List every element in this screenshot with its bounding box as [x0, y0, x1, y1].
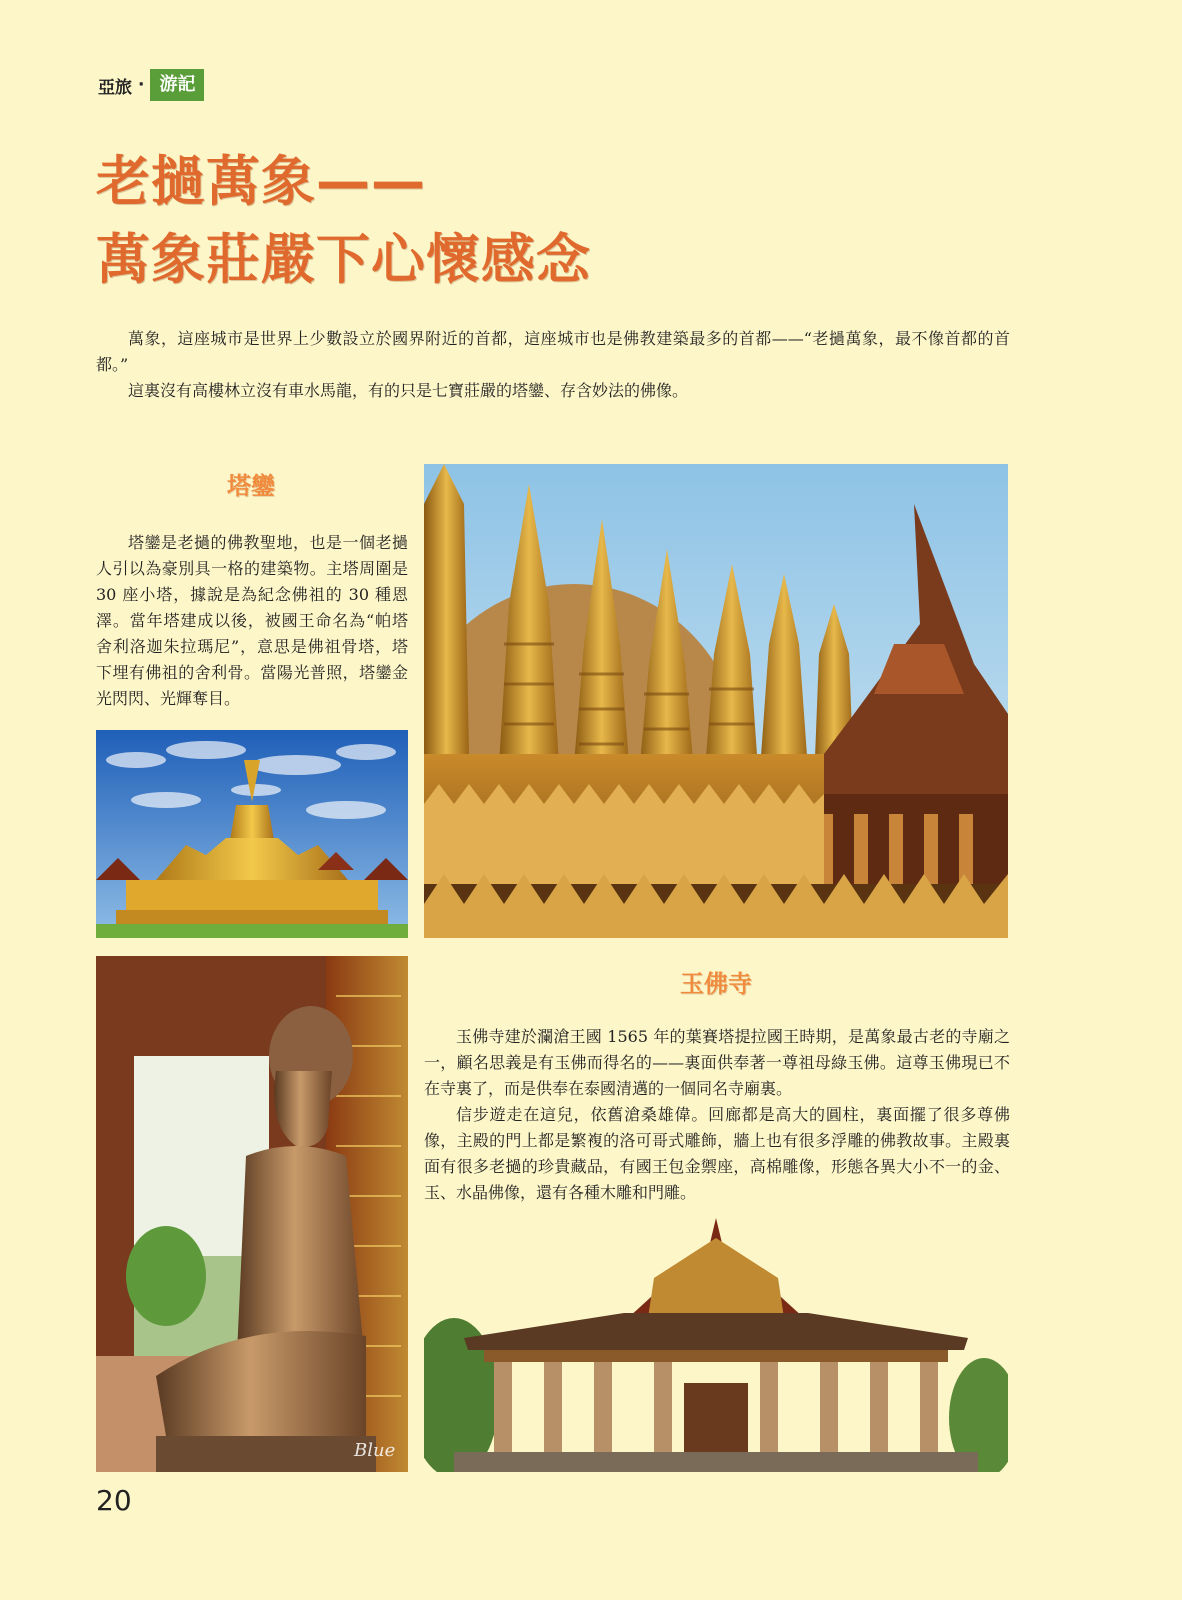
- section-tag: [98, 70, 204, 100]
- tag-separator: ·: [138, 75, 145, 95]
- that-luang-body: [96, 530, 408, 712]
- photo-that-luang-stupa: [96, 730, 408, 938]
- article-title-line-2: 萬象莊嚴下心懷感念: [96, 228, 591, 291]
- intro-paragraph-1: 萬象，這座城市是世界上少數設立於國界附近的首都，這座城市也是佛教建築最多的首都——“老撾萬象，最不像首都的首都。”: [96, 329, 1010, 374]
- photo-jade-buddha-temple: [424, 1218, 1008, 1472]
- intro-paragraph-2: 這裏沒有高樓林立沒有車水馬龍，有的只是七寶莊嚴的塔鑾、存含妙法的佛像。: [128, 381, 689, 400]
- jade-temple-paragraph-1: 玉佛寺建於瀾滄王國 1565 年的葉賽塔提拉國王時期，是萬象最古老的寺廟之一，顧名思義是有玉佛而得名的——裏面供奉著一尊祖母綠玉佛。這尊玉佛現已不在寺裏了，而是供奉在泰國清邁的一個同名寺廟裏。: [424, 1027, 1010, 1098]
- photo-seated-buddha: [96, 956, 408, 1472]
- page-number: 20: [96, 1484, 132, 1517]
- jade-temple-body: [424, 1024, 1010, 1206]
- section-heading-that-luang: 塔鑾: [227, 472, 275, 500]
- that-luang-paragraph: 塔鑾是老撾的佛教聖地，也是一個老撾人引以為豪別具一格的建築物。主塔周圍是 30 座小塔，據說是為紀念佛祖的 30 種恩澤。當年塔建成以後，被國王命名為“帕塔舍利洛迦朱拉瑪尼”，意思是佛祖骨塔，塔下埋有佛祖的舍利骨。當陽光普照，塔鑾金光閃閃、光輝奪目。: [96, 533, 408, 708]
- photo-watermark: Blue: [354, 1440, 396, 1461]
- article-intro: [96, 326, 1010, 404]
- publication-name: 亞旅: [98, 77, 132, 98]
- category-badge: 游記: [150, 69, 204, 101]
- photo-golden-stupa-spires: [424, 464, 1008, 938]
- article-title-line-1: 老撾萬象——: [96, 150, 426, 213]
- jade-temple-paragraph-2: 信步遊走在這兒，依舊滄桑雄偉。回廊都是高大的圓柱，裏面擺了很多尊佛像，主殿的門上都是繁複的洛可哥式雕飾，牆上也有很多浮雕的佛教故事。主殿裏面有很多老撾的珍貴藏品，有國王包金禦座，高棉雕像，形態各異大小不一的金、玉、水晶佛像，還有各種木雕和門雕。: [424, 1105, 1010, 1202]
- section-heading-jade-temple: 玉佛寺: [680, 970, 752, 998]
